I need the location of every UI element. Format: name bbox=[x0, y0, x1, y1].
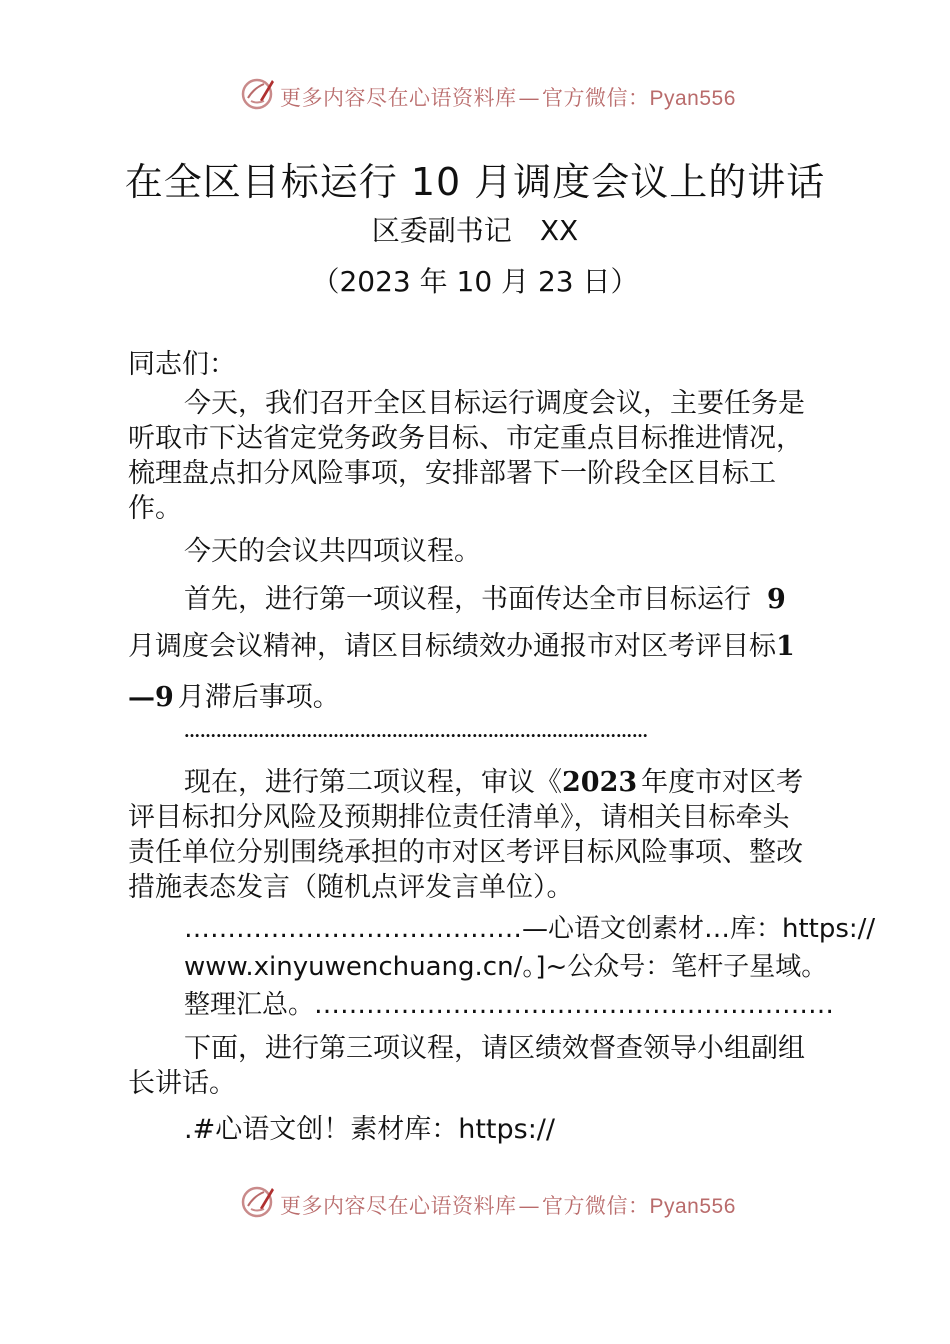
author-name: XX bbox=[539, 214, 579, 247]
paragraph-4-line-1: 现在，进行第二项议程，审议《2023 年度市对区考 bbox=[184, 767, 804, 798]
footer-watermark bbox=[0, 1180, 950, 1230]
paragraph-3-line-2: 月调度会议精神，请区目标绩效办通报市对区考评目标1 bbox=[128, 631, 795, 662]
ellipsis-divider: …………………………………………………………………………… bbox=[184, 722, 648, 741]
watermark-text: 更多内容尽在心语资料库—官方微信：Pyan556 bbox=[280, 86, 736, 110]
paragraph-2: 今天的会议共四项议程。 bbox=[184, 536, 481, 567]
paragraph-7: .#心语文创！素材库：https:// bbox=[184, 1114, 555, 1145]
author-line bbox=[0, 209, 950, 249]
speech-date: （2023 年 10 月 23 日） bbox=[311, 265, 639, 298]
pen-logo-icon bbox=[240, 74, 276, 112]
paragraph-4-line-3: 责任单位分别围绕承担的市对区考评目标风险事项、整改 bbox=[128, 837, 803, 868]
paragraph-5-line-1: …………………………………—心语文创素材…库：https:// bbox=[184, 914, 876, 944]
watermark-text: 更多内容尽在心语资料库—官方微信：Pyan556 bbox=[280, 1194, 736, 1218]
header-watermark bbox=[0, 72, 950, 122]
paragraph-5-line-2: www.xinyuwenchuang.cn/。]~公众号：笔杆子星域。 bbox=[184, 952, 828, 982]
paragraph-4-line-2: 评目标扣分风险及预期排位责任清单》，请相关目标牵头 bbox=[128, 802, 790, 833]
author-role: 区委副书记 bbox=[371, 214, 512, 247]
paragraph-3-line-1: 首先，进行第一项议程，书面传达全市目标运行 9 bbox=[184, 584, 786, 615]
paragraph-3-line-3: —9 月滞后事项。 bbox=[128, 682, 340, 713]
paragraph-1-line-1: 今天，我们召开全区目标运行调度会议，主要任务是 bbox=[184, 388, 805, 419]
paragraph-1-line-4: 作。 bbox=[128, 493, 182, 524]
pen-logo-icon bbox=[240, 1182, 276, 1220]
paragraph-6-line-1: 下面，进行第三项议程，请区绩效督查领导小组副组 bbox=[184, 1033, 805, 1064]
paragraph-5-line-3: 整理汇总。…………………………………………………… bbox=[184, 990, 835, 1020]
paragraph-1-line-3: 梳理盘点扣分风险事项，安排部署下一阶段全区目标工 bbox=[128, 458, 776, 489]
document-title: 在全区目标运行 10 月调度会议上的讲话 bbox=[124, 160, 826, 204]
greeting: 同志们： bbox=[128, 349, 236, 380]
paragraph-6-line-2: 长讲话。 bbox=[128, 1068, 236, 1099]
paragraph-1-line-2: 听取市下达省定党务政务目标、市定重点目标推进情况， bbox=[128, 423, 803, 454]
paragraph-4-line-4: 措施表态发言（随机点评发言单位）。 bbox=[128, 872, 574, 903]
